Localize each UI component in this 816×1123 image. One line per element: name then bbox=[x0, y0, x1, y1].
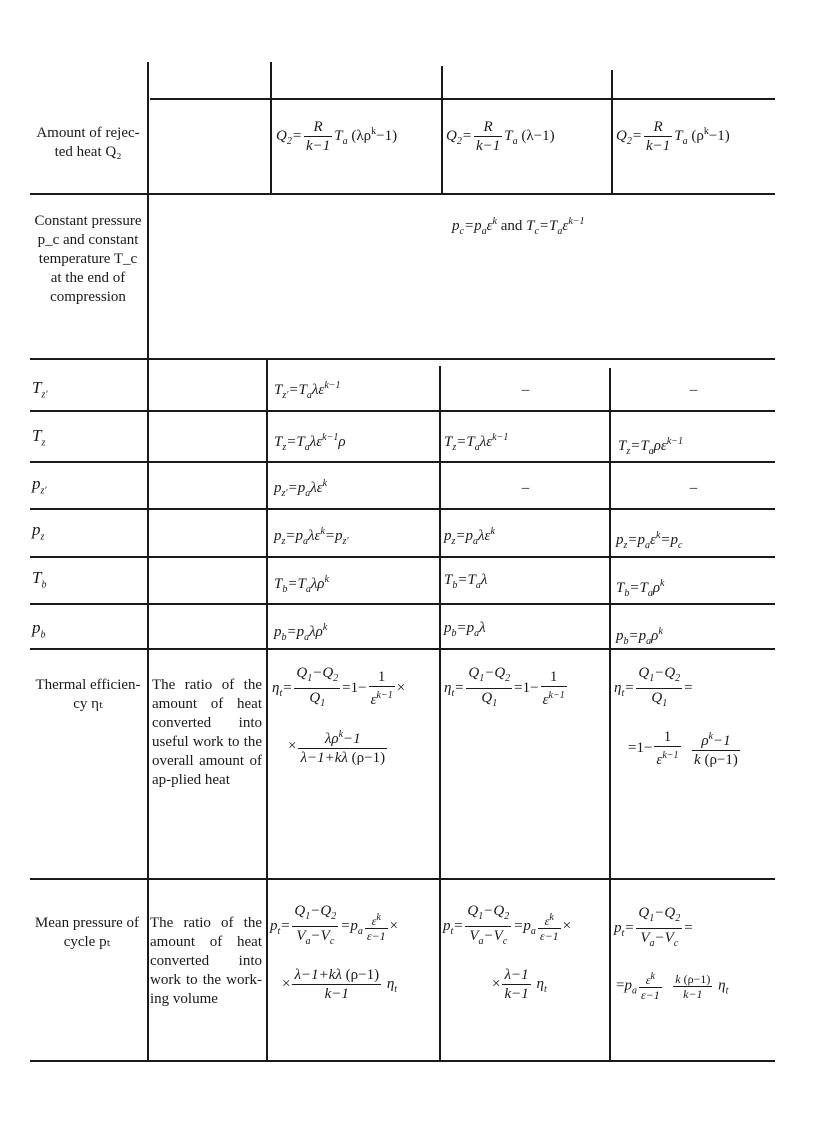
rule-after-rejected-heat bbox=[30, 193, 775, 195]
mean-pressure-col3-line1: $p_t=$ $\frac{Q_1-Q_2}{V_a-V_c}$ $=p_a$ $\frac{\varepsilon^k}{\varepsilon-1}$ × bbox=[443, 903, 572, 947]
end-compression-label: Constant pressure p_c and constant temperature T_c at the end of compression bbox=[34, 213, 142, 305]
rejected-heat-col2-formula: $Q_2=$ $\frac{R}{k-1}$ $T_a$ $(\lambda\rho^k-1)$ bbox=[276, 119, 398, 154]
column-divider-1 bbox=[147, 62, 149, 1060]
mean-pressure-label: Mean pressure of cycle pₜ bbox=[34, 915, 140, 950]
pz-col3: $p_z=p_a\lambda\varepsilon^k$ bbox=[444, 526, 495, 547]
rule-after-pb bbox=[30, 648, 775, 650]
thermal-efficiency-description: The ratio of the amount of heat converted into useful work to the overall amount of ap-plied heat bbox=[152, 677, 262, 788]
rule-after-efficiency bbox=[30, 878, 775, 880]
end-compression-formula: $p_c=p_a\varepsilon^k$ and $T_c=T_a\varepsilon^{k-1}$ bbox=[452, 216, 585, 237]
tz-label: $T_z$ bbox=[32, 426, 46, 449]
mean-pressure-col4-line1: $p_t=$ $\frac{Q_1-Q_2}{V_a-V_c}$ = bbox=[614, 905, 693, 949]
pz-prime-col2: $p_{z'}=p_a\lambda\varepsilon^k$ bbox=[274, 478, 328, 499]
tb-col4: $T_b=T_a\rho^k$ bbox=[616, 578, 665, 599]
tz-prime-col3: – bbox=[521, 382, 530, 398]
column-divider-2-upper bbox=[270, 62, 272, 193]
thermal-efficiency-col3: $\eta_t=$ $\frac{Q_1-Q_2}{Q_1}$ =1− $\frac{1}{\varepsilon^{k-1}}$ bbox=[444, 665, 565, 709]
mean-pressure-col2-line1: $p_t=$ $\frac{Q_1-Q_2}{V_a-V_c}$ $=p_a$ $\frac{\varepsilon^k}{\varepsilon-1}$ × bbox=[270, 903, 399, 947]
mean-pressure-col3-line2: × $\frac{\lambda-1}{k-1}$ $\eta_t$ bbox=[492, 967, 547, 1002]
pz-prime-label: $p_{z'}$ bbox=[32, 474, 47, 497]
thermal-efficiency-label: Thermal efficien-cy ηₜ bbox=[35, 677, 141, 712]
column-divider-3-upper bbox=[441, 66, 443, 193]
pb-col4: $p_b=p_a\rho^k$ bbox=[616, 626, 663, 647]
rule-top bbox=[150, 98, 775, 100]
pb-col2: $p_b=p_a\lambda\rho^k$ bbox=[274, 622, 328, 643]
pz-col4: $p_z=p_a\varepsilon^k=p_c$ bbox=[616, 530, 683, 551]
rule-after-tz-prime bbox=[30, 410, 775, 412]
thermal-efficiency-col2-line1: $\eta_t=$ $\frac{Q_1-Q_2}{Q_1}$ =1− $\frac{1}{\varepsilon^{k-1}}$ × bbox=[272, 665, 406, 709]
thermal-efficiency-col4-line2: =1− $\frac{1}{\varepsilon^{k-1}}$ $\frac{\rho^k-1}{k (\rho-1)}$ bbox=[628, 729, 738, 768]
column-divider-3-lower bbox=[439, 366, 441, 1060]
pb-label: $p_b$ bbox=[32, 618, 46, 641]
thermal-efficiency-col2-line2: × $\frac{\lambda\rho^k-1}{\lambda-1+k\lambda (\rho-1)}$ bbox=[288, 726, 389, 767]
rejected-heat-label: Amount of rejec-ted heat Q₂ bbox=[36, 125, 140, 160]
pb-col3: $p_b=p_a\lambda$ bbox=[444, 620, 486, 639]
mean-pressure-col2-line2: × $\frac{\lambda-1+k\lambda (\rho-1)}{k-1}$ $\eta_t$ bbox=[282, 967, 398, 1002]
mean-pressure-description: The ratio of the amount of heat converted into work to the work-ing volume bbox=[150, 915, 262, 1007]
mean-pressure-col4-line2: $=p_a$ $\frac{\varepsilon^k}{\varepsilon-1}$ $\frac{k (\rho-1)}{k-1}$ $\eta_t$ bbox=[616, 971, 729, 1002]
rejected-heat-col3-formula: $Q_2=$ $\frac{R}{k-1}$ $T_a$ (λ−1) bbox=[446, 119, 555, 154]
tz-col3: $T_z=T_a\lambda\varepsilon^{k-1}$ bbox=[444, 432, 509, 453]
tz-prime-label: $T_{z'}$ bbox=[32, 378, 48, 401]
pz-prime-col4: – bbox=[689, 480, 698, 496]
column-divider-2-lower bbox=[266, 358, 268, 1060]
tz-prime-col2: $T_{z'}=T_a\lambda\varepsilon^{k-1}$ bbox=[274, 380, 341, 401]
rule-after-pz bbox=[30, 556, 775, 558]
column-divider-4-lower bbox=[609, 368, 611, 1060]
tz-col4: $T_z=T_a\rho\varepsilon^{k-1}$ bbox=[618, 436, 684, 457]
rule-bottom bbox=[30, 1060, 775, 1062]
thermal-efficiency-col4-line1: $\eta_t=$ $\frac{Q_1-Q_2}{Q_1}$ = bbox=[614, 665, 693, 709]
pz-label: $p_z$ bbox=[32, 520, 45, 543]
column-divider-4-upper bbox=[611, 70, 613, 193]
rejected-heat-col4-formula: $Q_2=$ $\frac{R}{k-1}$ $T_a$ $(\rho^k-1)$ bbox=[616, 119, 730, 154]
pz-prime-col3: – bbox=[521, 480, 530, 496]
tb-label: $T_b$ bbox=[32, 568, 47, 591]
rule-after-pz-prime bbox=[30, 508, 775, 510]
tb-col3: $T_b=T_a\lambda$ bbox=[444, 572, 488, 591]
rule-after-compression bbox=[30, 358, 775, 360]
tb-col2: $T_b=T_a\lambda\rho^k$ bbox=[274, 574, 329, 595]
tz-col2: $T_z=T_a\lambda\varepsilon^{k-1}\rho$ bbox=[274, 432, 346, 453]
pz-col2: $p_z=p_a\lambda\varepsilon^k=p_{z'}$ bbox=[274, 526, 349, 547]
tz-prime-col4: – bbox=[689, 382, 698, 398]
